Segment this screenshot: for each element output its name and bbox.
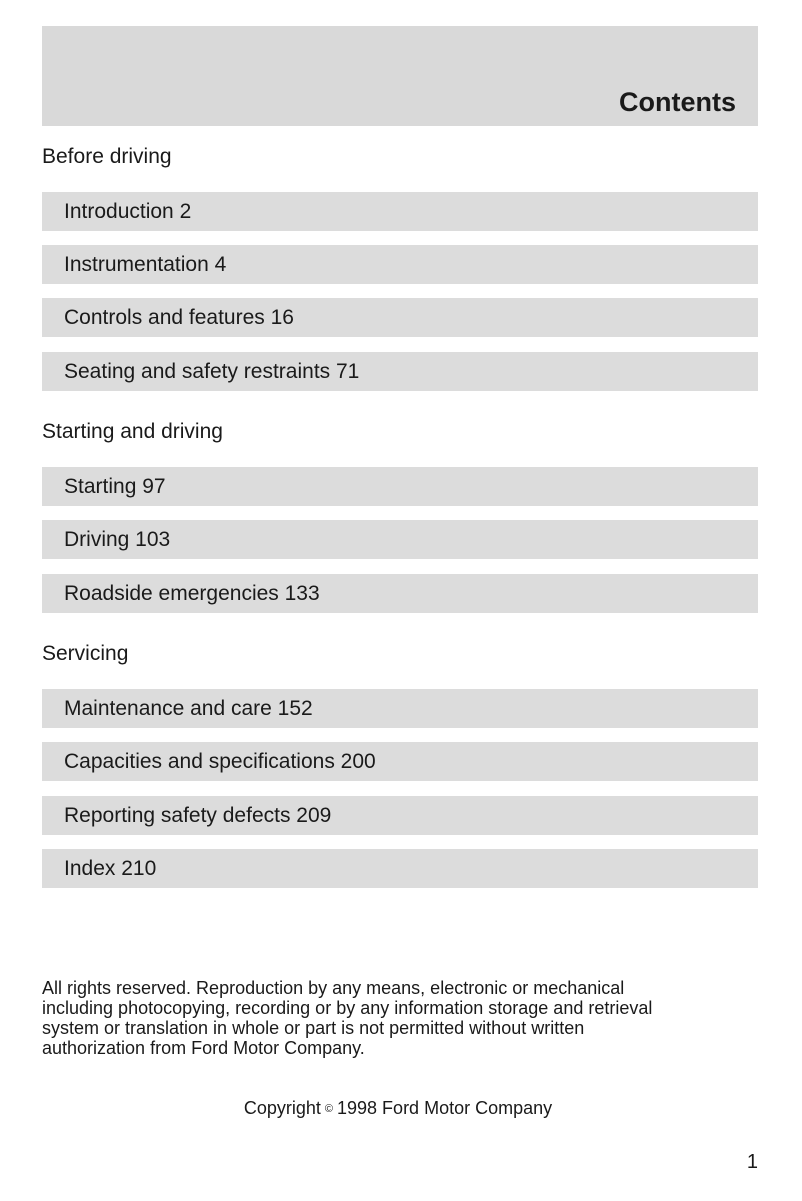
toc-entry-seating-and-safety-restraints[interactable] <box>42 352 758 391</box>
toc-entry-label: Seating and safety restraints 71 <box>64 359 360 383</box>
legal-notice-line: system or translation in whole or part is not permitted without written <box>42 1018 585 1038</box>
toc-entry-label: Instrumentation 4 <box>64 252 227 276</box>
toc-entry-roadside-emergencies[interactable] <box>42 574 758 613</box>
section-heading-starting-and-driving: Starting and driving <box>42 420 223 443</box>
toc-entry-label: Reporting safety defects 209 <box>64 803 332 827</box>
toc-entry-label: Controls and features 16 <box>64 305 294 329</box>
legal-notice-line: All rights reserved. Reproduction by any means, electronic or mechanical <box>42 978 625 998</box>
toc-entry-instrumentation[interactable] <box>42 245 758 284</box>
legal-notice <box>42 978 758 1058</box>
toc-entry-controls-and-features[interactable] <box>42 298 758 337</box>
toc-entry-label: Driving 103 <box>64 527 171 551</box>
page-number: 1 <box>746 1151 758 1173</box>
toc-entry-introduction[interactable] <box>42 192 758 231</box>
toc-entry-index[interactable] <box>42 849 758 888</box>
toc-entry-label: Introduction 2 <box>64 199 192 223</box>
toc-entry-label: Maintenance and care 152 <box>64 696 313 720</box>
toc-entry-maintenance-and-care[interactable] <box>42 689 758 728</box>
toc-entry-capacities-and-specifications[interactable] <box>42 742 758 781</box>
toc-entry-reporting-safety-defects[interactable] <box>42 796 758 835</box>
toc-entry-driving[interactable] <box>42 520 758 559</box>
toc-entry-label: Capacities and specifications 200 <box>64 749 376 773</box>
contents-header <box>42 26 758 126</box>
legal-notice-line: including photocopying, recording or by any information storage and retrieval <box>42 998 653 1018</box>
copyright-text: 1998 Ford Motor Company <box>337 1098 553 1118</box>
legal-notice-line: authorization from Ford Motor Company. <box>42 1038 365 1058</box>
section-heading-servicing: Servicing <box>42 642 129 665</box>
page-title: Contents <box>619 87 736 117</box>
toc-entry-starting[interactable] <box>42 467 758 506</box>
toc-entry-label: Index 210 <box>64 856 157 880</box>
section-heading-before-driving: Before driving <box>42 145 172 168</box>
copyright-prefix: Copyright <box>243 1098 321 1118</box>
copyright-notice <box>0 1098 796 1119</box>
toc-entry-label: Roadside emergencies 133 <box>64 581 320 605</box>
copyright-symbol-icon: © <box>324 1103 334 1115</box>
toc-entry-label: Starting 97 <box>64 474 166 498</box>
